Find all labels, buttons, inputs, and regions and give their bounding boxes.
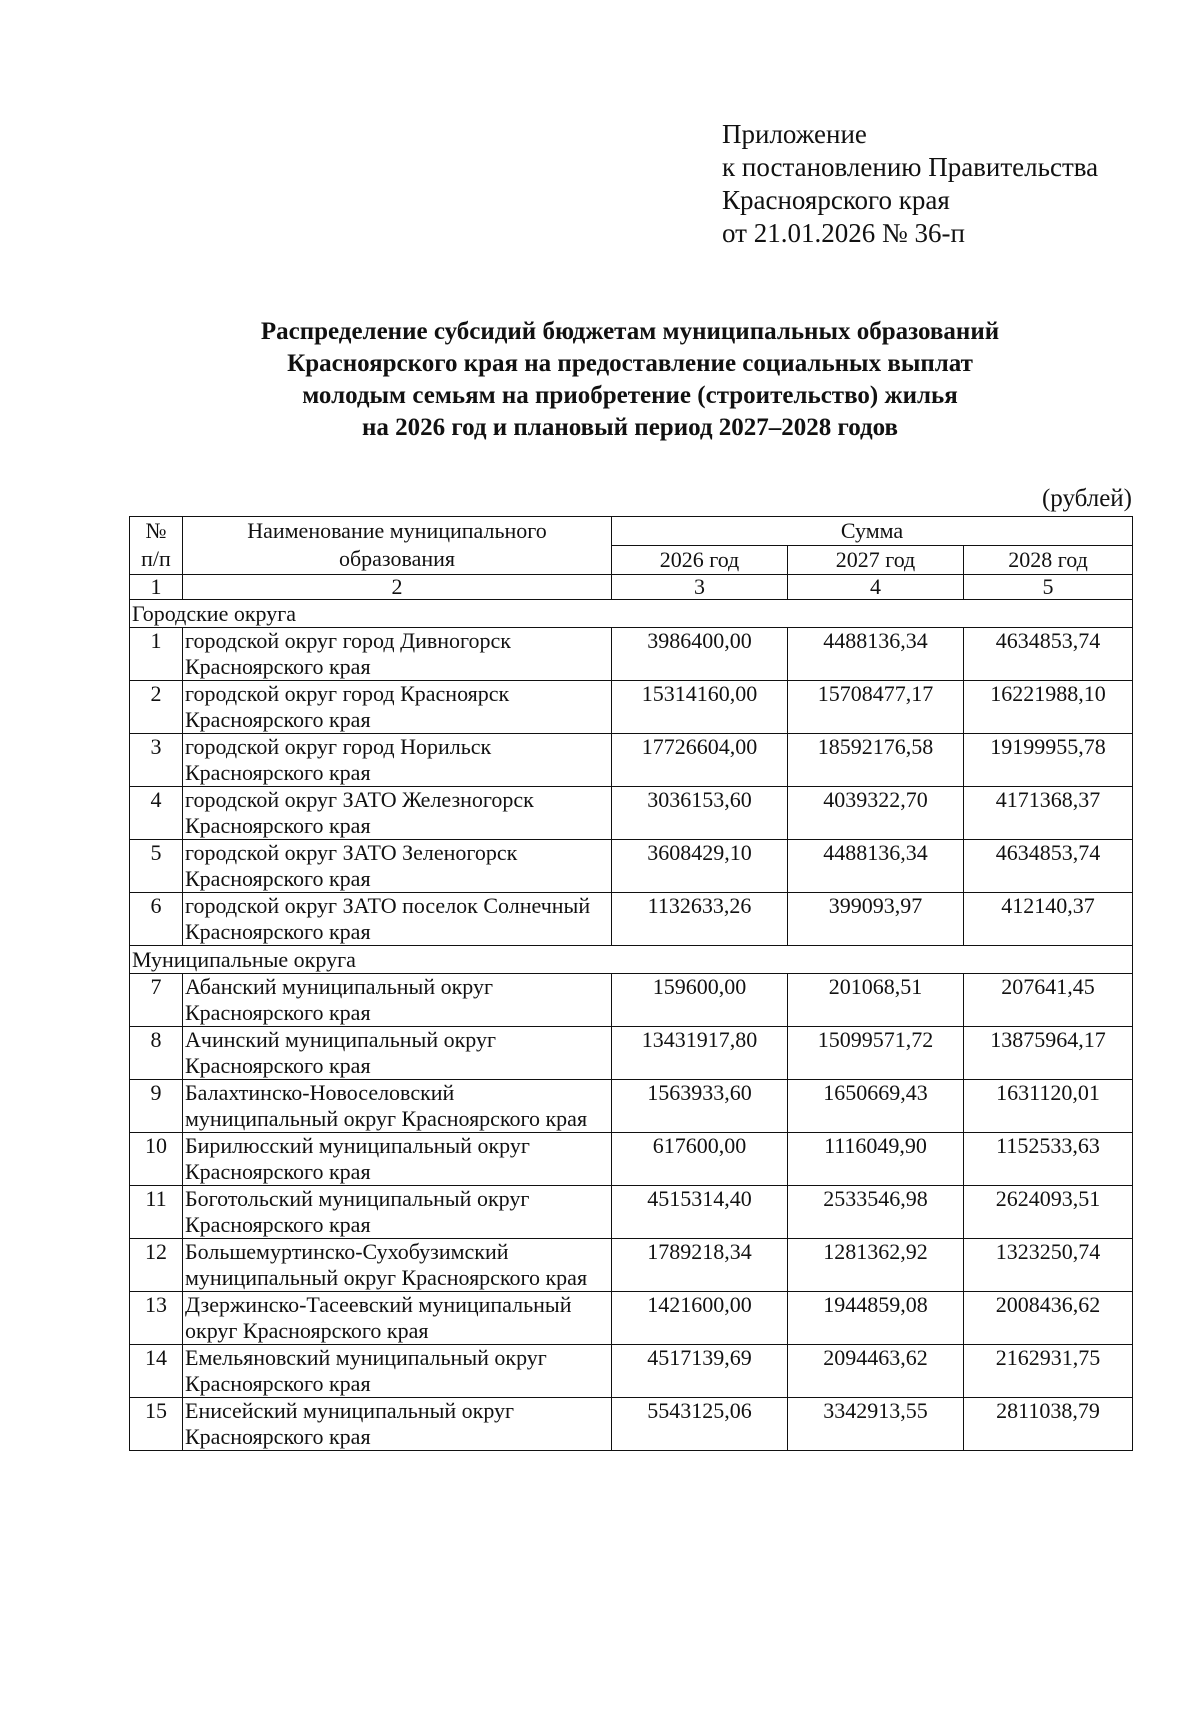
table-row [130, 1292, 1133, 1345]
row-number: 9 [130, 1080, 183, 1133]
title-line: на 2026 год и плановый период 2027–2028 годов [361, 414, 899, 441]
amount-2027: 1281362,92 [788, 1239, 964, 1292]
units-label: (рублей) [1041, 485, 1132, 512]
column-number: 5 [964, 575, 1133, 600]
municipality-name: городской округ ЗАТО Зеленогорск Красноярского края [183, 840, 612, 893]
amount-2027: 1650669,43 [788, 1080, 964, 1133]
amount-2028: 19199955,78 [964, 734, 1133, 787]
municipality-name: Емельяновский муниципальный округ Красноярского края [183, 1345, 612, 1398]
amount-2028: 13875964,17 [964, 1027, 1133, 1080]
table-row [130, 734, 1133, 787]
section-row [130, 946, 1133, 974]
appendix-date-number: от 21.01.2026 № 36-п [722, 218, 965, 248]
amount-2026: 1421600,00 [612, 1292, 788, 1345]
header-num [130, 517, 183, 575]
amount-2026: 4517139,69 [612, 1345, 788, 1398]
row-number: 4 [130, 787, 183, 840]
municipality-name: городской округ город Дивногорск Красноярского края [183, 628, 612, 681]
title-line: молодым семьям на приобретение (строительство) жилья [302, 382, 958, 409]
amount-2026: 159600,00 [612, 974, 788, 1027]
amount-2026: 3036153,60 [612, 787, 788, 840]
municipality-name: городской округ ЗАТО поселок Солнечный Красноярского края [183, 893, 612, 946]
municipality-name: Енисейский муниципальный округ Красноярского края [183, 1398, 612, 1451]
amount-2028: 4634853,74 [964, 628, 1133, 681]
row-number: 3 [130, 734, 183, 787]
row-number: 13 [130, 1292, 183, 1345]
row-number: 7 [130, 974, 183, 1027]
header-num-line: п/п [141, 546, 171, 571]
appendix-line: Приложение [722, 119, 867, 149]
header-name-line: Наименование муниципального [247, 518, 547, 543]
column-number: 3 [612, 575, 788, 600]
table-body [130, 600, 1133, 1451]
amount-2026: 17726604,00 [612, 734, 788, 787]
row-number: 2 [130, 681, 183, 734]
amount-2026: 1563933,60 [612, 1080, 788, 1133]
section-title: Муниципальные округа [130, 946, 1133, 974]
municipality-name: городской округ город Красноярск Красноярского края [183, 681, 612, 734]
row-number: 15 [130, 1398, 183, 1451]
row-number: 1 [130, 628, 183, 681]
amount-2028: 16221988,10 [964, 681, 1133, 734]
header-name-line: образования [338, 546, 456, 571]
amount-2028: 1631120,01 [964, 1080, 1133, 1133]
municipality-name: Абанский муниципальный округ Красноярского края [183, 974, 612, 1027]
row-number: 11 [130, 1186, 183, 1239]
table-row [130, 1027, 1133, 1080]
amount-2028: 2162931,75 [964, 1345, 1133, 1398]
municipality-name: Боготольский муниципальный округ Красноярского края [183, 1186, 612, 1239]
amount-2027: 4039322,70 [788, 787, 964, 840]
row-number: 10 [130, 1133, 183, 1186]
amount-2027: 4488136,34 [788, 628, 964, 681]
header-year-2027: 2027 год [788, 546, 964, 575]
column-number: 1 [130, 575, 183, 600]
amount-2028: 2811038,79 [964, 1398, 1133, 1451]
amount-2028: 1152533,63 [964, 1133, 1133, 1186]
column-number: 4 [788, 575, 964, 600]
title-line: Красноярского края на предоставление социальных выплат [287, 350, 973, 377]
amount-2026: 617600,00 [612, 1133, 788, 1186]
table-row [130, 628, 1133, 681]
table-row [130, 1398, 1133, 1451]
amount-2027: 1944859,08 [788, 1292, 964, 1345]
row-number: 14 [130, 1345, 183, 1398]
header-name [183, 517, 612, 575]
header-num-line: № [145, 518, 167, 543]
municipality-name: Дзержинско-Тасеевский муниципальный округ Красноярского края [183, 1292, 612, 1345]
amount-2026: 5543125,06 [612, 1398, 788, 1451]
amount-2026: 1789218,34 [612, 1239, 788, 1292]
amount-2026: 13431917,80 [612, 1027, 788, 1080]
document-title [130, 316, 1130, 444]
appendix-line: Красноярского края [722, 185, 950, 215]
table-row [130, 681, 1133, 734]
row-number: 6 [130, 893, 183, 946]
column-number: 2 [183, 575, 612, 600]
amount-2027: 15708477,17 [788, 681, 964, 734]
subsidy-table [129, 516, 1133, 1451]
amount-2028: 2624093,51 [964, 1186, 1133, 1239]
table-row [130, 1133, 1133, 1186]
amount-2027: 2533546,98 [788, 1186, 964, 1239]
table-row [130, 1080, 1133, 1133]
section-title: Городские округа [130, 600, 1133, 628]
row-number: 5 [130, 840, 183, 893]
amount-2028: 4634853,74 [964, 840, 1133, 893]
amount-2026: 1132633,26 [612, 893, 788, 946]
section-row [130, 600, 1133, 628]
municipality-name: Балахтинско-Новоселовский муниципальный округ Красноярского края [183, 1080, 612, 1133]
amount-2028: 2008436,62 [964, 1292, 1133, 1345]
municipality-name: Большемуртинско-Сухобузимский муниципальный округ Красноярского края [183, 1239, 612, 1292]
row-number: 8 [130, 1027, 183, 1080]
header-row [130, 517, 1133, 546]
header-year-2028: 2028 год [964, 546, 1133, 575]
amount-2026: 15314160,00 [612, 681, 788, 734]
amount-2026: 4515314,40 [612, 1186, 788, 1239]
appendix-line: к постановлению Правительства [722, 152, 1099, 182]
amount-2028: 207641,45 [964, 974, 1133, 1027]
amount-2028: 1323250,74 [964, 1239, 1133, 1292]
table-row [130, 840, 1133, 893]
amount-2027: 201068,51 [788, 974, 964, 1027]
amount-2027: 18592176,58 [788, 734, 964, 787]
table-row [130, 1239, 1133, 1292]
amount-2027: 15099571,72 [788, 1027, 964, 1080]
appendix-block [722, 118, 1098, 250]
amount-2026: 3986400,00 [612, 628, 788, 681]
header-sum: Сумма [612, 517, 1133, 546]
row-number: 12 [130, 1239, 183, 1292]
amount-2027: 4488136,34 [788, 840, 964, 893]
municipality-name: Бирилюсский муниципальный округ Красноярского края [183, 1133, 612, 1186]
amount-2027: 3342913,55 [788, 1398, 964, 1451]
column-number-row [130, 575, 1133, 600]
amount-2027: 399093,97 [788, 893, 964, 946]
amount-2028: 4171368,37 [964, 787, 1133, 840]
municipality-name: городской округ ЗАТО Железногорск Красноярского края [183, 787, 612, 840]
table-row [130, 893, 1133, 946]
amount-2027: 1116049,90 [788, 1133, 964, 1186]
amount-2026: 3608429,10 [612, 840, 788, 893]
table-row [130, 1345, 1133, 1398]
table-row [130, 974, 1133, 1027]
amount-2028: 412140,37 [964, 893, 1133, 946]
municipality-name: Ачинский муниципальный округ Красноярского края [183, 1027, 612, 1080]
amount-2027: 2094463,62 [788, 1345, 964, 1398]
header-year-2026: 2026 год [612, 546, 788, 575]
municipality-name: городской округ город Норильск Красноярского края [183, 734, 612, 787]
table-row [130, 787, 1133, 840]
table-row [130, 1186, 1133, 1239]
title-line: Распределение субсидий бюджетам муниципальных образований [260, 318, 1000, 345]
